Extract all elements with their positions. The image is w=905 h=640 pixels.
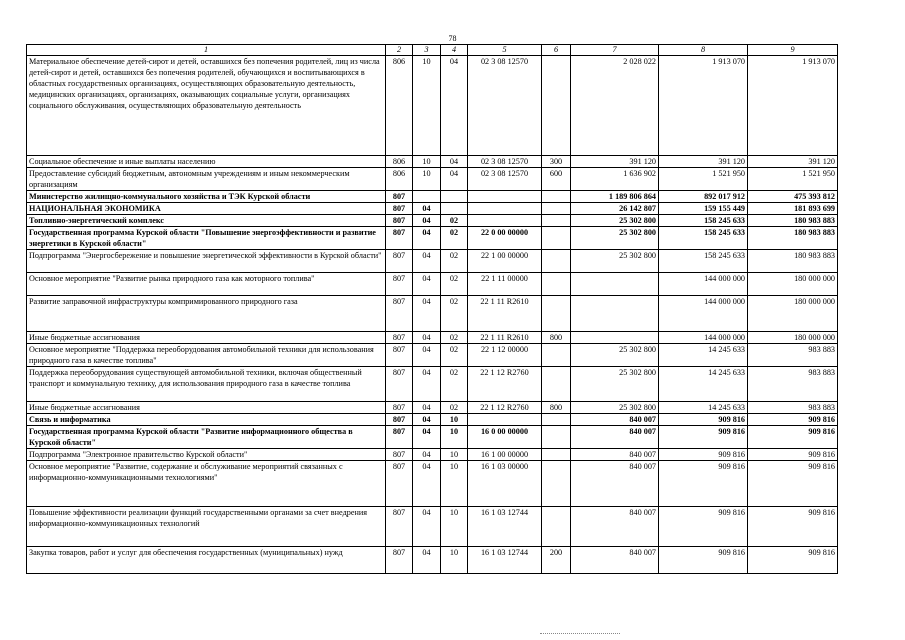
row-value-cell: 180 000 000 — [748, 273, 838, 296]
row-value-cell: 909 816 — [659, 547, 748, 574]
header-cell: 9 — [748, 45, 838, 56]
row-value-cell: 04 — [413, 547, 441, 574]
row-value-cell: 1 913 070 — [659, 56, 748, 156]
row-value-cell — [468, 215, 542, 227]
row-value-cell: 14 245 633 — [659, 344, 748, 367]
row-name-cell: Социальное обеспечение и иные выплаты населению — [27, 156, 386, 168]
table-row — [27, 215, 838, 227]
row-value-cell: 14 245 633 — [659, 402, 748, 414]
row-value-cell: 02 3 08 12570 — [468, 156, 542, 168]
row-value-cell: 04 — [413, 449, 441, 461]
row-value-cell: 1 189 806 864 — [571, 191, 659, 203]
row-value-cell: 909 816 — [659, 414, 748, 426]
row-name-cell: Закупка товаров, работ и услуг для обеспечения государственных (муниципальных) нужд — [27, 547, 386, 574]
row-value-cell: 983 883 — [748, 402, 838, 414]
row-value-cell: 16 1 00 00000 — [468, 449, 542, 461]
row-value-cell: 807 — [386, 332, 413, 344]
row-name-cell: Развитие заправочной инфраструктуры компримированного природного газа — [27, 296, 386, 332]
table-row — [27, 332, 838, 344]
table-row — [27, 168, 838, 191]
row-value-cell: 10 — [441, 414, 468, 426]
page-number: 78 — [448, 34, 457, 43]
table-row — [27, 507, 838, 547]
row-value-cell: 300 — [542, 156, 571, 168]
row-value-cell: 2 028 022 — [571, 56, 659, 156]
row-value-cell: 10 — [413, 56, 441, 156]
row-name-cell: Основное мероприятие "Развитие, содержание и обслуживание мероприятий связанных с информационно-коммуникационными технологиями" — [27, 461, 386, 507]
header-cell: 8 — [659, 45, 748, 56]
header-cell: 6 — [542, 45, 571, 56]
row-value-cell — [542, 227, 571, 250]
header-row — [27, 45, 838, 56]
row-value-cell: 807 — [386, 273, 413, 296]
header-cell: 7 — [571, 45, 659, 56]
row-value-cell: 840 007 — [571, 547, 659, 574]
table-row — [27, 296, 838, 332]
row-value-cell: 180 983 883 — [748, 250, 838, 273]
row-value-cell — [571, 296, 659, 332]
row-value-cell: 807 — [386, 344, 413, 367]
row-value-cell: 22 1 00 00000 — [468, 250, 542, 273]
table-row — [27, 547, 838, 574]
row-value-cell: 02 3 08 12570 — [468, 168, 542, 191]
row-name-cell: Топливно-энергетический комплекс — [27, 215, 386, 227]
row-value-cell: 04 — [413, 402, 441, 414]
header-cell: 2 — [386, 45, 413, 56]
row-value-cell: 807 — [386, 402, 413, 414]
row-name-cell: Поддержка переоборудования существующей автомобильной техники, включая общественный транспорт и коммунальную технику, для использования природного газа в качестве топлива — [27, 367, 386, 402]
row-value-cell — [571, 332, 659, 344]
row-value-cell: 22 1 12 00000 — [468, 344, 542, 367]
row-value-cell: 181 893 699 — [748, 203, 838, 215]
row-value-cell: 04 — [413, 250, 441, 273]
row-value-cell: 909 816 — [748, 547, 838, 574]
row-value-cell: 04 — [413, 296, 441, 332]
table-row — [27, 344, 838, 367]
row-value-cell: 02 — [441, 367, 468, 402]
row-value-cell: 909 816 — [748, 414, 838, 426]
row-value-cell: 391 120 — [571, 156, 659, 168]
row-value-cell: 144 000 000 — [659, 332, 748, 344]
row-value-cell: 04 — [441, 168, 468, 191]
table-row — [27, 250, 838, 273]
table-row — [27, 227, 838, 250]
row-value-cell: 16 1 03 12744 — [468, 547, 542, 574]
row-name-cell: Государственная программа Курской области "Повышение энергоэффективности и развитие энергетики в Курской области" — [27, 227, 386, 250]
table-row — [27, 203, 838, 215]
row-value-cell: 04 — [441, 156, 468, 168]
row-value-cell: 04 — [413, 332, 441, 344]
row-value-cell: 02 — [441, 215, 468, 227]
row-value-cell: 983 883 — [748, 344, 838, 367]
row-value-cell: 02 — [441, 273, 468, 296]
row-value-cell: 16 1 03 12744 — [468, 507, 542, 547]
row-value-cell: 25 302 800 — [571, 402, 659, 414]
row-value-cell — [542, 56, 571, 156]
row-value-cell: 892 017 912 — [659, 191, 748, 203]
row-value-cell — [542, 461, 571, 507]
row-value-cell: 02 — [441, 227, 468, 250]
row-value-cell: 02 — [441, 332, 468, 344]
row-value-cell: 04 — [413, 367, 441, 402]
row-value-cell: 02 — [441, 296, 468, 332]
row-value-cell: 840 007 — [571, 414, 659, 426]
row-value-cell: 909 816 — [748, 507, 838, 547]
row-value-cell: 04 — [413, 273, 441, 296]
row-value-cell: 02 — [441, 344, 468, 367]
row-value-cell: 807 — [386, 250, 413, 273]
header-cell: 3 — [413, 45, 441, 56]
row-value-cell: 840 007 — [571, 449, 659, 461]
budget-table — [26, 44, 838, 574]
row-value-cell: 391 120 — [748, 156, 838, 168]
row-value-cell: 180 983 883 — [748, 215, 838, 227]
row-value-cell: 04 — [413, 507, 441, 547]
row-value-cell: 144 000 000 — [659, 296, 748, 332]
row-value-cell — [542, 191, 571, 203]
row-value-cell: 807 — [386, 296, 413, 332]
row-value-cell: 10 — [441, 461, 468, 507]
row-value-cell: 807 — [386, 367, 413, 402]
row-value-cell: 806 — [386, 168, 413, 191]
row-value-cell: 22 1 11 R2610 — [468, 296, 542, 332]
row-name-cell: Иные бюджетные ассигнования — [27, 332, 386, 344]
row-value-cell: 180 000 000 — [748, 332, 838, 344]
row-value-cell: 806 — [386, 156, 413, 168]
row-name-cell: Иные бюджетные ассигнования — [27, 402, 386, 414]
row-value-cell: 25 302 800 — [571, 250, 659, 273]
row-value-cell: 10 — [441, 449, 468, 461]
row-value-cell: 02 — [441, 402, 468, 414]
table-row — [27, 156, 838, 168]
row-name-cell: НАЦИОНАЛЬНАЯ ЭКОНОМИКА — [27, 203, 386, 215]
row-name-cell: Предоставление субсидий бюджетным, автономным учреждениям и иным некоммерческим организациям — [27, 168, 386, 191]
row-value-cell: 22 1 11 R2610 — [468, 332, 542, 344]
row-value-cell: 04 — [441, 56, 468, 156]
row-value-cell — [542, 426, 571, 449]
row-value-cell: 22 0 00 00000 — [468, 227, 542, 250]
row-name-cell: Основное мероприятие "Развитие рынка природного газа как моторного топлива" — [27, 273, 386, 296]
row-value-cell: 02 3 08 12570 — [468, 56, 542, 156]
row-value-cell — [542, 367, 571, 402]
row-value-cell: 158 245 633 — [659, 227, 748, 250]
row-value-cell: 22 1 12 R2760 — [468, 402, 542, 414]
row-value-cell: 22 1 11 00000 — [468, 273, 542, 296]
row-value-cell — [542, 507, 571, 547]
row-value-cell: 04 — [413, 414, 441, 426]
row-value-cell: 909 816 — [659, 507, 748, 547]
row-value-cell: 475 393 812 — [748, 191, 838, 203]
row-value-cell — [468, 191, 542, 203]
row-name-cell: Связь и информатика — [27, 414, 386, 426]
row-value-cell: 807 — [386, 414, 413, 426]
row-value-cell — [468, 203, 542, 215]
row-value-cell: 04 — [413, 461, 441, 507]
row-value-cell: 10 — [441, 507, 468, 547]
row-value-cell: 10 — [441, 547, 468, 574]
row-value-cell — [542, 250, 571, 273]
row-value-cell: 04 — [413, 215, 441, 227]
row-value-cell: 25 302 800 — [571, 227, 659, 250]
table-row — [27, 449, 838, 461]
header-cell: 4 — [441, 45, 468, 56]
row-name-cell: Государственная программа Курской области "Развитие информационного общества в Курской области" — [27, 426, 386, 449]
row-value-cell: 159 155 449 — [659, 203, 748, 215]
row-value-cell — [571, 273, 659, 296]
table-row — [27, 56, 838, 156]
row-value-cell: 600 — [542, 168, 571, 191]
table-row — [27, 426, 838, 449]
row-value-cell: 02 — [441, 250, 468, 273]
row-name-cell: Материальное обеспечение детей-сирот и детей, оставшихся без попечения родителей, лиц из числа детей-сирот и детей, оставшихся без попечения родителей, обучающихся и воспитывающихся в областных государственных организациях, осуществляющих образовательную деятельность, медицинских организациях, организациях, оказывающих социальные услуги, организациях социального обслуживания, осуществляющих образовательную деятельность — [27, 56, 386, 156]
row-value-cell: 806 — [386, 56, 413, 156]
row-value-cell: 909 816 — [659, 449, 748, 461]
table-row — [27, 461, 838, 507]
row-value-cell: 25 302 800 — [571, 344, 659, 367]
row-value-cell — [413, 191, 441, 203]
row-value-cell: 807 — [386, 547, 413, 574]
row-value-cell: 800 — [542, 332, 571, 344]
row-value-cell: 04 — [413, 426, 441, 449]
row-value-cell: 10 — [413, 168, 441, 191]
table-row — [27, 191, 838, 203]
row-value-cell: 807 — [386, 426, 413, 449]
header-cell: 5 — [468, 45, 542, 56]
table-row — [27, 367, 838, 402]
row-value-cell: 840 007 — [571, 461, 659, 507]
row-value-cell — [542, 203, 571, 215]
row-value-cell: 909 816 — [748, 461, 838, 507]
row-value-cell — [542, 449, 571, 461]
row-value-cell: 180 000 000 — [748, 296, 838, 332]
row-value-cell: 807 — [386, 227, 413, 250]
row-name-cell: Подпрограмма "Электронное правительство Курской области" — [27, 449, 386, 461]
row-value-cell: 10 — [441, 426, 468, 449]
row-value-cell — [542, 215, 571, 227]
row-name-cell: Подпрограмма "Энергосбережение и повышение энергетической эффективности в Курской области" — [27, 250, 386, 273]
row-value-cell: 25 302 800 — [571, 215, 659, 227]
row-value-cell: 807 — [386, 191, 413, 203]
header-cell: 1 — [27, 45, 386, 56]
row-value-cell: 200 — [542, 547, 571, 574]
row-value-cell: 909 816 — [659, 461, 748, 507]
row-value-cell: 04 — [413, 344, 441, 367]
row-value-cell: 840 007 — [571, 507, 659, 547]
row-value-cell: 1 913 070 — [748, 56, 838, 156]
row-value-cell: 180 983 883 — [748, 227, 838, 250]
row-value-cell: 807 — [386, 203, 413, 215]
row-value-cell: 909 816 — [659, 426, 748, 449]
row-value-cell: 26 142 807 — [571, 203, 659, 215]
row-value-cell: 16 1 03 00000 — [468, 461, 542, 507]
row-value-cell: 391 120 — [659, 156, 748, 168]
table-row — [27, 273, 838, 296]
row-value-cell: 983 883 — [748, 367, 838, 402]
row-value-cell: 22 1 12 R2760 — [468, 367, 542, 402]
row-value-cell: 158 245 633 — [659, 250, 748, 273]
row-value-cell: 807 — [386, 449, 413, 461]
row-value-cell: 800 — [542, 402, 571, 414]
row-value-cell: 144 000 000 — [659, 273, 748, 296]
table-row — [27, 402, 838, 414]
row-value-cell — [441, 203, 468, 215]
page-edge-mark — [540, 633, 620, 635]
row-value-cell — [441, 191, 468, 203]
row-value-cell: 1 521 950 — [659, 168, 748, 191]
row-value-cell: 04 — [413, 227, 441, 250]
row-value-cell: 14 245 633 — [659, 367, 748, 402]
row-value-cell: 909 816 — [748, 449, 838, 461]
row-value-cell — [542, 296, 571, 332]
row-value-cell: 909 816 — [748, 426, 838, 449]
row-name-cell: Повышение эффективности реализации функций государственными органами за счет внедрения информационно-коммуникационных технологий — [27, 507, 386, 547]
row-value-cell: 840 007 — [571, 426, 659, 449]
row-value-cell: 807 — [386, 507, 413, 547]
row-value-cell — [542, 273, 571, 296]
row-value-cell — [542, 344, 571, 367]
row-value-cell: 1 521 950 — [748, 168, 838, 191]
row-name-cell: Основное мероприятие "Поддержка переоборудования автомобильной техники для использования природного газа в качестве топлива" — [27, 344, 386, 367]
row-value-cell: 1 636 902 — [571, 168, 659, 191]
table-row — [27, 414, 838, 426]
row-name-cell: Министерство жилищно-коммунального хозяйства и ТЭК Курской области — [27, 191, 386, 203]
row-value-cell — [468, 414, 542, 426]
row-value-cell: 158 245 633 — [659, 215, 748, 227]
row-value-cell: 807 — [386, 215, 413, 227]
row-value-cell: 16 0 00 00000 — [468, 426, 542, 449]
row-value-cell: 25 302 800 — [571, 367, 659, 402]
row-value-cell: 807 — [386, 461, 413, 507]
row-value-cell: 04 — [413, 203, 441, 215]
row-value-cell: 10 — [413, 156, 441, 168]
row-value-cell — [542, 414, 571, 426]
